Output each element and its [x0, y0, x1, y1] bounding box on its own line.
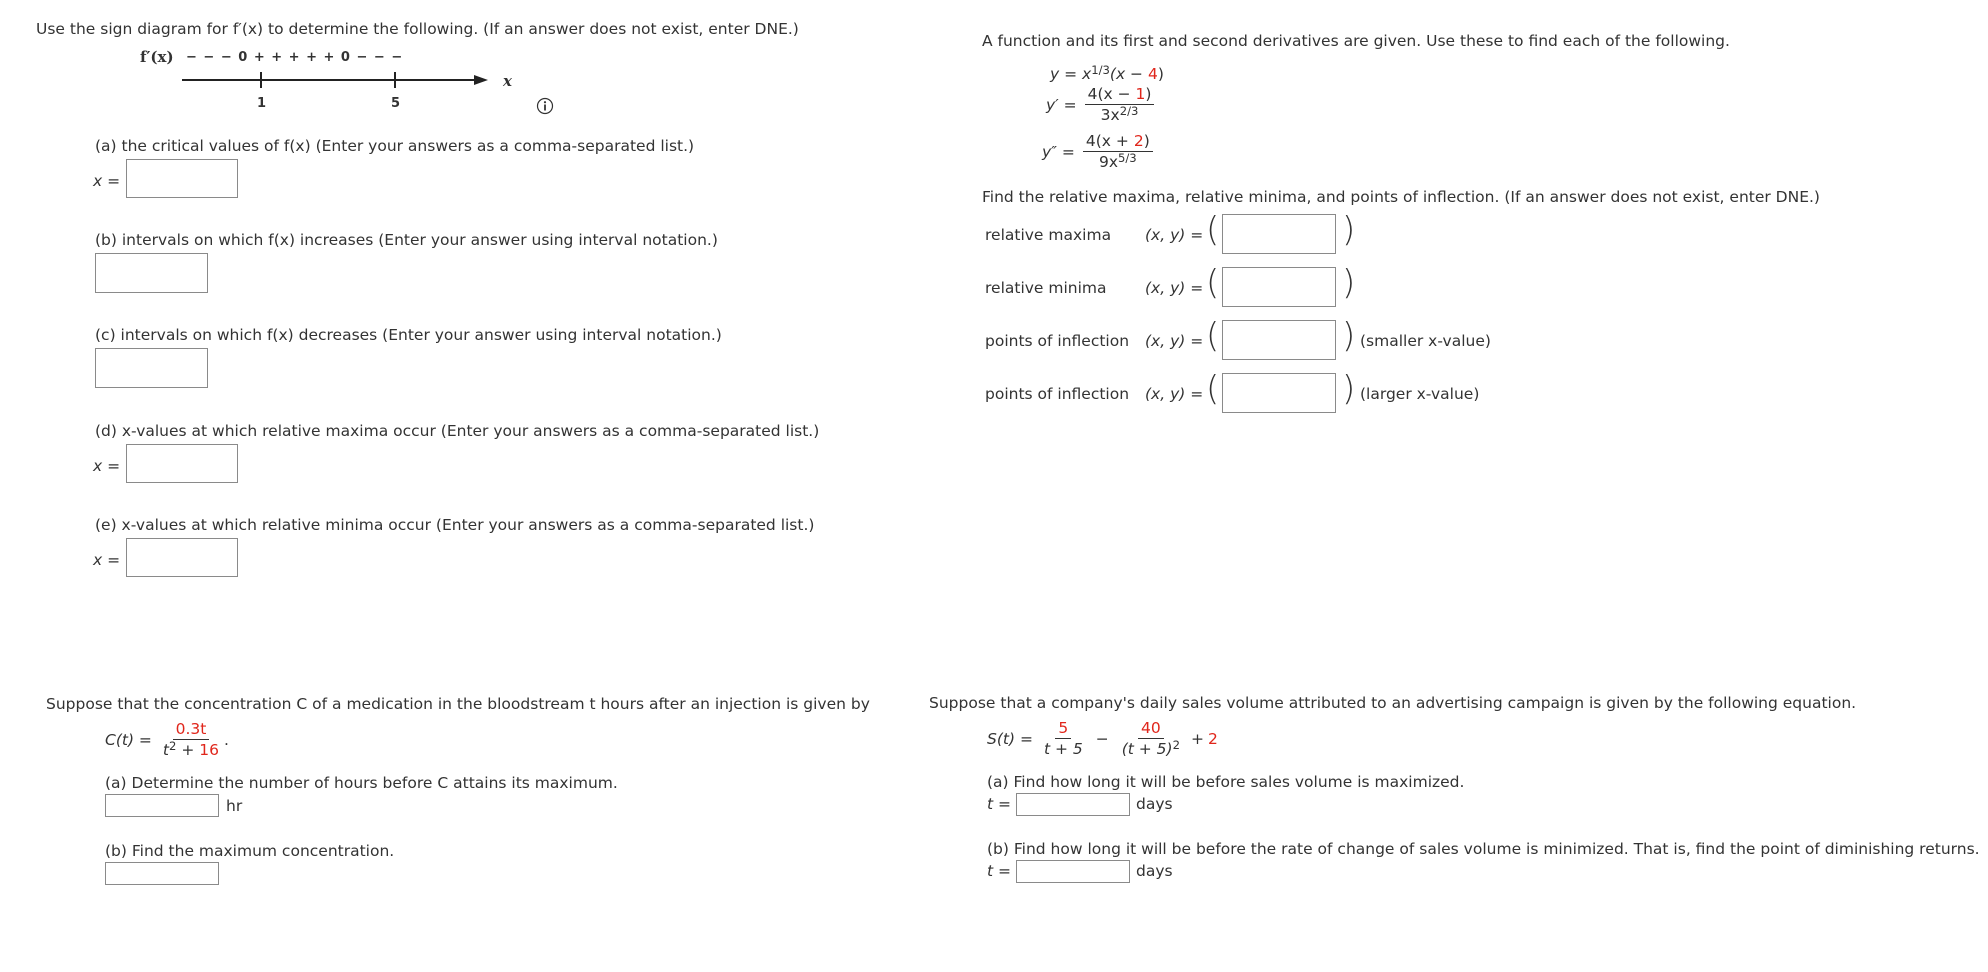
c-of-t-equation: C(t) = $\frac{0.3t}{t^2 + 16}$ .	[105, 720, 229, 760]
diminishing-returns-input[interactable]	[1016, 860, 1130, 883]
q4-b-label: (b) Find how long it will be before the rate of change of sales volume is minimized. That is, find the point of diminishing returns.	[987, 840, 1980, 858]
q1-b-label: (b) intervals on which f(x) increases (Enter your answer using interval notation.)	[95, 231, 718, 249]
relative-maxima-point-input[interactable]	[1222, 214, 1336, 254]
y-equation: $y = x^{1/3}(x - 4)$	[1050, 62, 1164, 83]
q2-find: Find the relative maxima, relative minima, and points of inflection. (If an answer does not exist, enter DNE.)	[982, 188, 1820, 206]
hours-to-max-input[interactable]	[105, 794, 219, 817]
axis-x-label: x	[503, 72, 512, 90]
xy-equals: (x, y) =	[1145, 332, 1204, 350]
right-paren: )	[1342, 263, 1356, 303]
relative-minima-point-input[interactable]	[1222, 267, 1336, 307]
inflection-smaller-input[interactable]	[1222, 320, 1336, 360]
q4-a-prefix: t =	[987, 795, 1011, 813]
q1-intro: Use the sign diagram for f′(x) to determine the following. (If an answer does not exist, enter DNE.)	[36, 20, 799, 38]
q1-e-prefix: x =	[93, 551, 121, 569]
q3-a-label: (a) Determine the number of hours before C attains its maximum.	[105, 774, 618, 792]
q1-d-label: (d) x-values at which relative maxima occur (Enter your answers as a comma-separated list.)	[95, 422, 820, 440]
tick-label-1: 1	[257, 96, 267, 111]
smaller-x-note: (smaller x-value)	[1360, 332, 1491, 350]
increasing-intervals-input[interactable]	[95, 253, 208, 293]
q4-b-prefix: t =	[987, 862, 1011, 880]
left-paren: (	[1206, 316, 1220, 356]
right-paren: )	[1342, 369, 1356, 409]
q2-intro: A function and its first and second derivatives are given. Use these to find each of the following.	[982, 32, 1730, 50]
days-unit: days	[1136, 795, 1173, 813]
y-double-prime-fraction: $\frac{4(x + 2)}{9x^{5/3}}$	[1083, 133, 1153, 171]
xy-equals: (x, y) =	[1145, 385, 1204, 403]
fprime-label: f′(x)	[140, 48, 174, 66]
q3-b-label: (b) Find the maximum concentration.	[105, 842, 395, 860]
left-paren: (	[1206, 210, 1220, 250]
q1-c-label: (c) intervals on which f(x) decreases (Enter your answer using interval notation.)	[95, 326, 722, 344]
tick-label-5: 5	[391, 96, 401, 111]
y-prime-equation: y′ = $\frac{4(x - 1)}{3x^{2/3}}$	[1046, 86, 1156, 124]
relative-maxima-label: relative maxima	[985, 226, 1112, 244]
s-fraction-2: $\frac{40}{(t + 5)^2}$	[1121, 719, 1180, 759]
info-icon[interactable]	[536, 97, 554, 115]
larger-x-note: (larger x-value)	[1360, 385, 1480, 403]
inflection-larger-input[interactable]	[1222, 373, 1336, 413]
hr-unit: hr	[226, 797, 243, 815]
right-paren: )	[1342, 316, 1356, 356]
days-unit: days	[1136, 862, 1173, 880]
q4-a-label: (a) Find how long it will be before sales volume is maximized.	[987, 773, 1465, 791]
left-paren: (	[1206, 263, 1220, 303]
days-to-max-sales-input[interactable]	[1016, 793, 1130, 816]
sign-row: − − − 0 + + + + + 0 − − −	[186, 50, 404, 65]
q4-intro: Suppose that a company's daily sales volume attributed to an advertising campaign is given by the following equation.	[929, 694, 1857, 712]
q1-a-label: (a) the critical values of f(x) (Enter your answers as a comma-separated list.)	[95, 137, 695, 155]
relative-minima-label: relative minima	[985, 279, 1107, 297]
q1-d-prefix: x =	[93, 457, 121, 475]
s-fraction-1: $\frac{5}{t + 5}$	[1043, 719, 1083, 759]
max-concentration-input[interactable]	[105, 862, 219, 885]
relative-minima-x-input[interactable]	[126, 538, 238, 577]
q1-e-label: (e) x-values at which relative minima occur (Enter your answers as a comma-separated list.)	[95, 516, 815, 534]
q3-intro: Suppose that the concentration C of a medication in the bloodstream t hours after an injection is given by	[46, 695, 870, 713]
relative-maxima-x-input[interactable]	[126, 444, 238, 483]
xy-equals: (x, y) =	[1145, 226, 1204, 244]
y-prime-fraction: $\frac{4(x - 1)}{3x^{2/3}}$	[1085, 86, 1155, 124]
arrow-right-icon	[474, 75, 488, 85]
inflection-label: points of inflection	[985, 332, 1130, 350]
y-double-prime-equation: y″ = $\frac{4(x + 2)}{9x^{5/3}}$	[1042, 133, 1155, 171]
critical-values-input[interactable]	[126, 159, 238, 198]
q1-a-prefix: x =	[93, 172, 121, 190]
left-paren: (	[1206, 369, 1220, 409]
c-of-t-fraction: $\frac{0.3t}{t^2 + 16}$	[162, 720, 219, 760]
s-of-t-equation: S(t) = $\frac{5}{t + 5}$ − $\frac{40}{(t + 5)^2}$ + 2	[987, 719, 1218, 759]
xy-equals: (x, y) =	[1145, 279, 1204, 297]
decreasing-intervals-input[interactable]	[95, 348, 208, 388]
number-line	[180, 68, 500, 92]
right-paren: )	[1342, 210, 1356, 250]
inflection-label: points of inflection	[985, 385, 1130, 403]
